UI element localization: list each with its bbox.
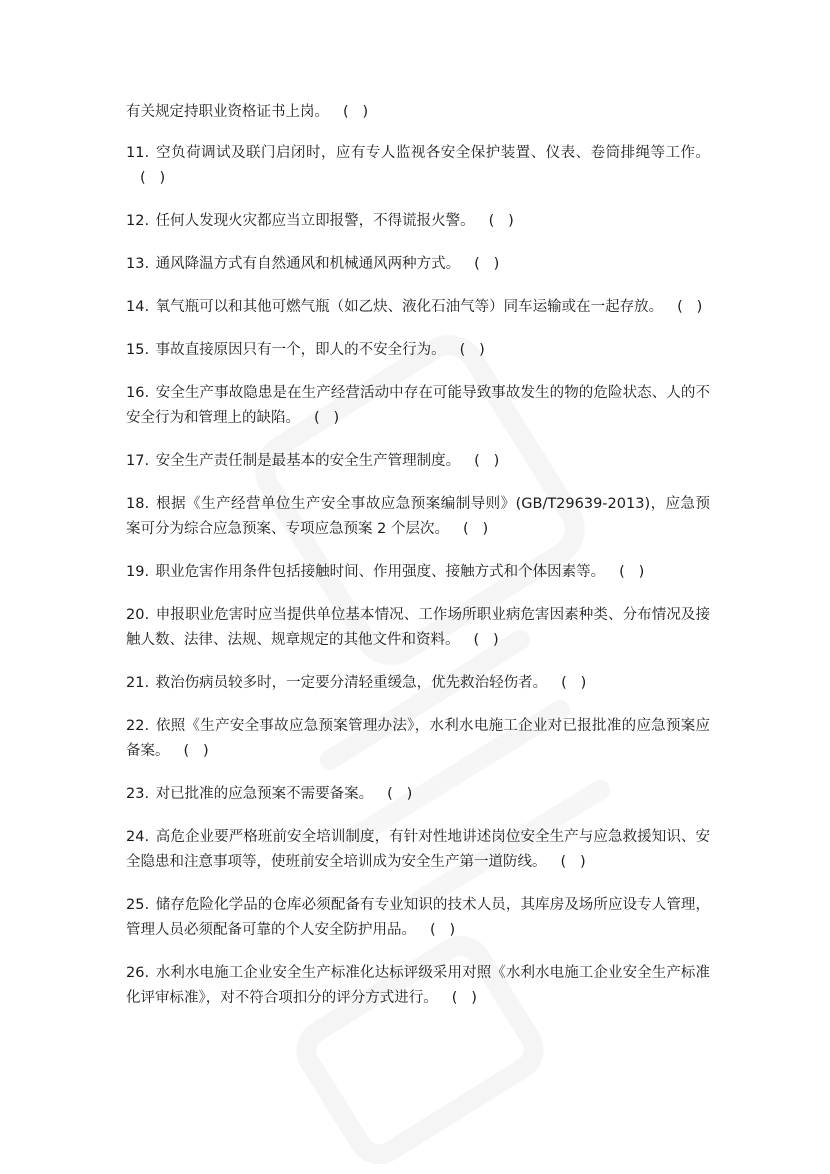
question-text: 高危企业要严格班前安全培训制度，有针对性地讲述岗位安全生产与应急救援知识、安全隐患和注意事项等，使班前安全培训成为安全生产第一道防线。 [126, 829, 711, 870]
question-text: 任何人发现火灾都应当立即报警，不得谎报火警。 [155, 213, 475, 229]
question-number: 13. [126, 256, 150, 272]
answer-blank[interactable]: ( ) [314, 410, 340, 426]
question-number: 14. [126, 299, 150, 315]
answer-blank[interactable]: ( ) [677, 299, 703, 315]
question-item [126, 603, 710, 653]
question-number: 11. [126, 145, 150, 161]
question-item [126, 825, 710, 875]
question-continuation [126, 100, 710, 125]
answer-blank[interactable]: ( ) [474, 453, 500, 469]
question-item [126, 141, 710, 191]
answer-blank[interactable]: ( ) [343, 104, 369, 120]
answer-blank[interactable]: ( ) [619, 564, 645, 580]
question-text: 安全生产事故隐患是在生产经营活动中存在可能导致事故发生的物的危险状态、人的不安全行为和管理上的缺陷。 [126, 385, 711, 426]
question-number: 12. [126, 213, 150, 229]
question-number: 19. [126, 564, 150, 580]
question-item [126, 381, 710, 431]
question-item [126, 782, 710, 807]
question-text: 储存危险化学品的仓库必须配备有专业知识的技术人员，其库房及场所应设专人管理，管理人员必须配备可靠的个人安全防护用品。 [126, 897, 711, 938]
question-text: 根据《生产经营单位生产安全事故应急预案编制导则》(GB/T29639-2013)，应急预案可分为综合应急预案、专项应急预案 2 个层次。 [126, 496, 711, 537]
question-number: 25. [126, 897, 150, 913]
answer-blank[interactable]: ( ) [560, 854, 586, 870]
question-text: 职业危害作用条件包括接触时间、作用强度、接触方式和个体因素等。 [155, 564, 606, 580]
answer-blank[interactable]: ( ) [140, 170, 166, 186]
answer-blank[interactable]: ( ) [451, 990, 477, 1006]
answer-blank[interactable]: ( ) [462, 521, 489, 537]
question-item [126, 492, 710, 542]
question-text: 通风降温方式有自然通风和机械通风两种方式。 [155, 256, 461, 272]
question-number: 21. [126, 675, 150, 691]
answer-blank[interactable]: ( ) [459, 342, 485, 358]
question-item [126, 893, 710, 943]
answer-blank[interactable]: ( ) [488, 213, 514, 229]
question-text: 依照《生产安全事故应急预案管理办法》，水利水电施工企业对已报批准的应急预案应备案。 [126, 718, 710, 759]
question-item [126, 338, 710, 363]
question-text: 有关规定持职业资格证书上岗。 [126, 104, 329, 120]
question-item [126, 252, 710, 277]
question-item [126, 714, 710, 764]
question-number: 15. [126, 342, 150, 358]
question-text: 事故直接原因只有一个，即人的不安全行为。 [155, 342, 446, 358]
question-number: 18. [126, 496, 150, 512]
answer-blank[interactable]: ( ) [430, 922, 456, 938]
question-item [126, 295, 710, 320]
question-text: 空负荷调试及联门启闭时，应有专人监视各安全保护装置、仪表、卷筒排绳等工作。 [156, 145, 710, 161]
question-list [126, 100, 710, 1029]
question-number: 23. [126, 786, 150, 802]
question-text: 安全生产责任制是最基本的安全生产管理制度。 [155, 453, 461, 469]
question-item [126, 560, 710, 585]
question-text: 申报职业危害时应当提供单位基本情况、工作场所职业病危害因素种类、分布情况及接触人数、法律、法规、规章规定的其他文件和资料。 [126, 607, 711, 648]
question-item [126, 449, 710, 474]
answer-blank[interactable]: ( ) [561, 675, 587, 691]
question-item [126, 209, 710, 234]
answer-blank[interactable]: ( ) [183, 743, 209, 759]
question-number: 22. [126, 718, 150, 734]
question-number: 20. [126, 607, 150, 623]
answer-blank[interactable]: ( ) [474, 256, 500, 272]
question-text: 救治伤病员较多时，一定要分清轻重缓急，优先救治轻伤者。 [155, 675, 548, 691]
question-number: 24. [126, 829, 150, 845]
answer-blank[interactable]: ( ) [387, 786, 413, 802]
question-number: 17. [126, 453, 150, 469]
question-text: 水利水电施工企业安全生产标准化达标评级采用对照《水利水电施工企业安全生产标准化评审标准》，对不符合项扣分的评分方式进行。 [126, 965, 711, 1006]
question-text: 对已批准的应急预案不需要备案。 [155, 786, 374, 802]
answer-blank[interactable]: ( ) [473, 632, 499, 648]
question-item [126, 961, 710, 1011]
question-number: 16. [126, 385, 150, 401]
question-item [126, 671, 710, 696]
question-text: 氧气瓶可以和其他可燃气瓶（如乙炔、液化石油气等）同车运输或在一起存放。 [155, 299, 664, 315]
question-number: 26. [126, 965, 150, 981]
